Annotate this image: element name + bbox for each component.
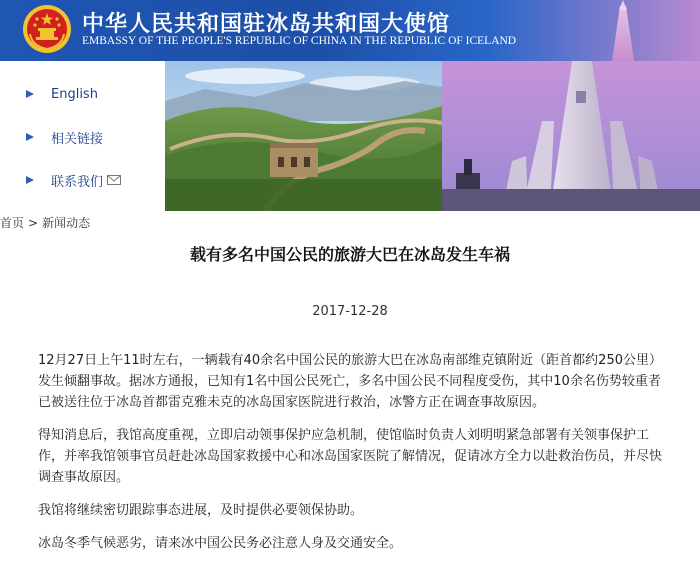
- article-paragraph: 得知消息后，我馆高度重视，立即启动领事保护应急机制，使馆临时负责人刘明明紧急部署有关领事保护工作，并率我馆领事官员赶赴冰岛国家救援中心和冰岛国家医院了解情况，促请冰方全力以赴救治伤员，并尽快调查事故原因。: [38, 428, 663, 485]
- article-body: [38, 350, 663, 566]
- nav-item-english[interactable]: [25, 83, 98, 105]
- nav-item-label: 相关链接: [51, 131, 104, 147]
- site-title-en: EMBASSY OF THE PEOPLE'S REPUBLIC OF CHINA IN THE REPUBLIC OF ICELAND: [82, 35, 517, 47]
- article-title: 载有多名中国公民的旅游大巴在冰岛发生车祸: [189, 245, 510, 264]
- article-paragraph: 冰岛冬季气候恶劣，请来冰中国公民务必注意人身及交通安全。: [38, 536, 403, 551]
- header-banner: [0, 0, 700, 61]
- breadcrumb: [0, 214, 90, 231]
- site-title-cn: 中华人民共和国驻冰岛共和国大使馆: [82, 11, 451, 37]
- nav-item-label: English: [51, 86, 98, 102]
- great-wall-photo: [165, 61, 442, 211]
- article-paragraph: 12月27日上午11时左右，一辆载有40余名中国公民的旅游大巴在冰岛南部维克镇附近（距首都约250公里）发生倾翻事故。据冰方通报，已知有1名中国公民死亡，多名中国公民不同程度受伤，其中10余名伤势较重者已被送往位于冰岛首都雷克雅未克的冰岛国家医院进行救治，冰警方正在调查事故原因。: [38, 353, 662, 410]
- church-photo: [442, 61, 700, 211]
- mail-icon: [107, 175, 121, 185]
- arrow-icon: [25, 89, 35, 99]
- nav-item-contact-us[interactable]: [25, 169, 121, 191]
- national-emblem-icon: [22, 4, 72, 54]
- side-navigation: [0, 61, 165, 211]
- article-paragraph: 我馆将继续密切跟踪事态进展，及时提供必要领保协助。: [38, 503, 364, 518]
- arrow-icon: [25, 175, 35, 185]
- nav-item-related-links[interactable]: [25, 126, 103, 148]
- article-date: 2017-12-28: [312, 304, 388, 319]
- breadcrumb-separator: >: [28, 216, 39, 230]
- nav-item-label: 联系我们: [51, 174, 104, 190]
- breadcrumb-home-link[interactable]: 首页: [0, 216, 25, 230]
- church-spire-decoration: [560, 0, 700, 61]
- arrow-icon: [25, 132, 35, 142]
- breadcrumb-current-link[interactable]: 新闻动态: [42, 216, 91, 230]
